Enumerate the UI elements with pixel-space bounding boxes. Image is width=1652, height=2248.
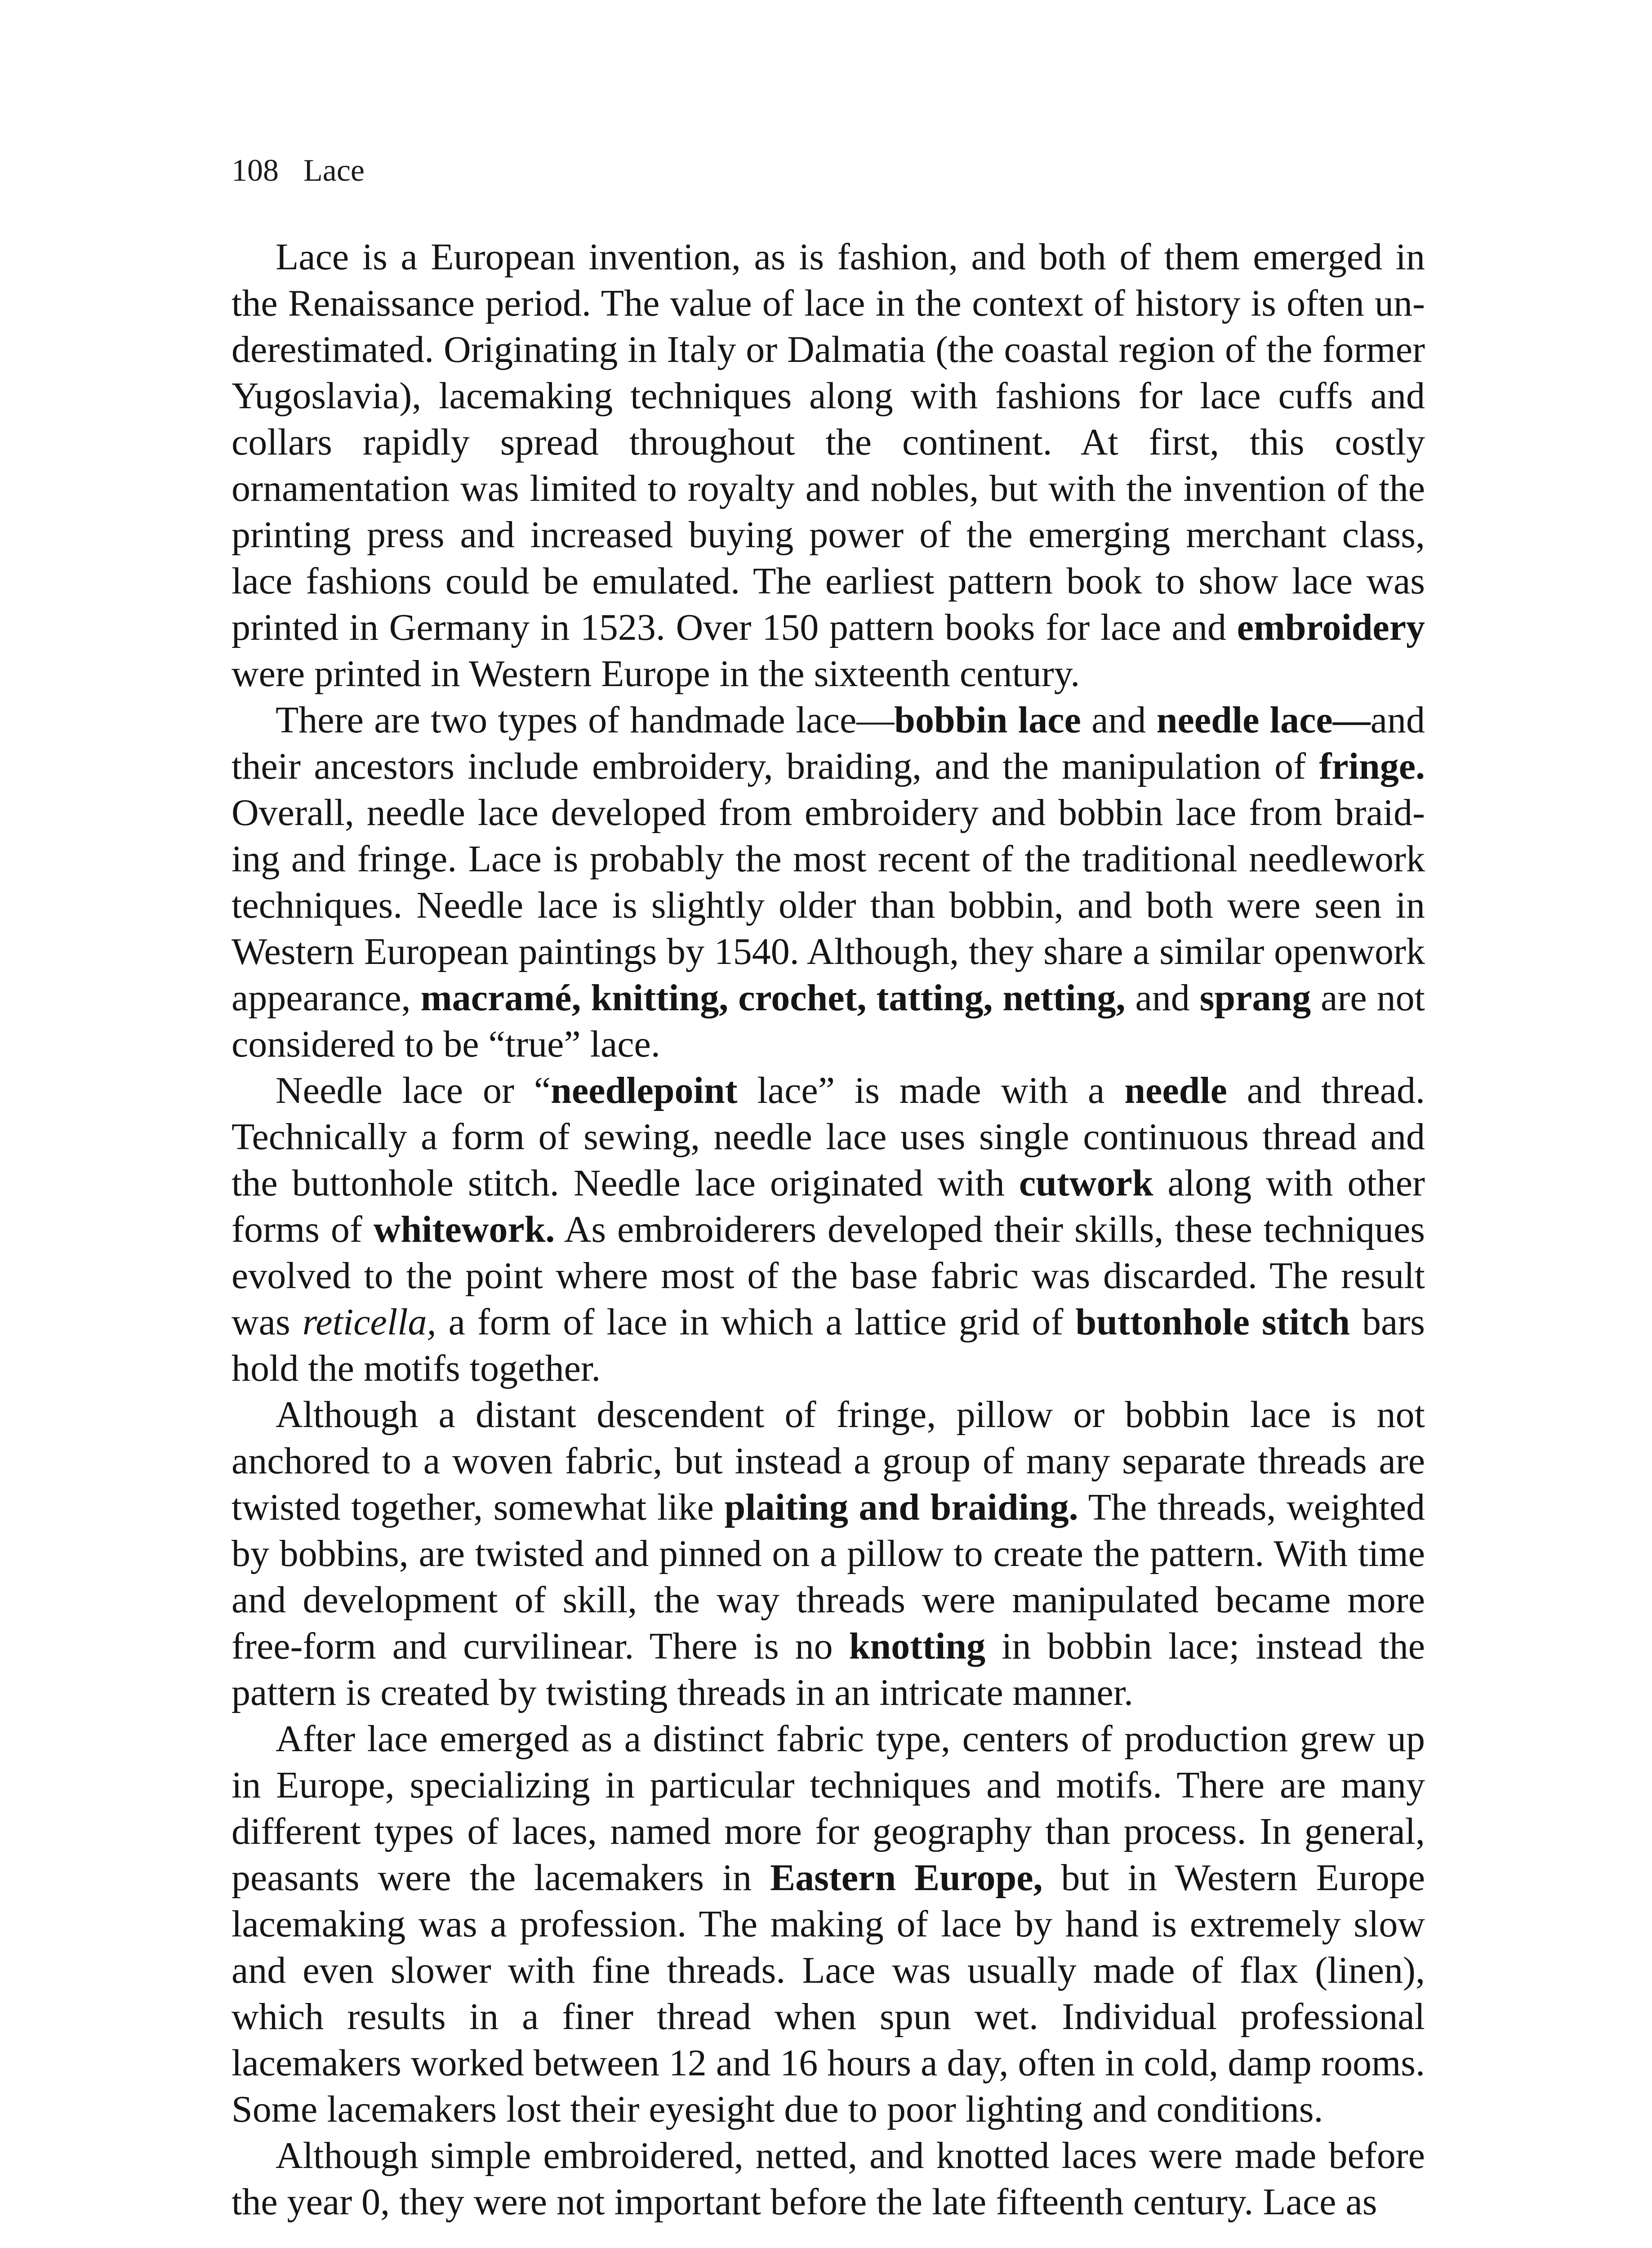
text-run: lace” is made with a <box>737 1070 1125 1111</box>
text-run: Although a distant descendent of fringe, pillow or bobbin lace is not anchored to a woven fabric, but instead a group of many separate threads are twisted together, somewhat like <box>232 1394 1425 1528</box>
bold-term: fringe. <box>1319 745 1425 787</box>
paragraph-5 <box>232 1716 1425 2132</box>
paragraph-3 <box>232 1067 1425 1392</box>
text-run: Needle lace or “ <box>276 1070 551 1111</box>
bold-term: sprang <box>1199 977 1311 1019</box>
text-run: bars hold the motifs together. <box>232 1301 1425 1389</box>
text-run: were printed in Western Europe in the sixteenth century. <box>232 653 1080 695</box>
paragraph-4 <box>232 1392 1425 1716</box>
paragraph-2 <box>232 697 1425 1067</box>
text-run: and <box>1081 699 1157 741</box>
paragraph-6 <box>232 2132 1425 2225</box>
italic-term: reticella, <box>302 1301 436 1343</box>
bold-term: needle <box>1124 1070 1227 1111</box>
page-number: 108 <box>232 153 279 188</box>
bold-term: whitework. <box>373 1209 555 1250</box>
bold-term: cutwork <box>1019 1162 1153 1204</box>
text-run: As embroiderers developed their skills, these techniques evolved to the point where most of the base fabric was discarded. The result was <box>232 1209 1425 1343</box>
text-run: in bobbin lace; instead the pattern is created by twisting threads in an intricate manner. <box>232 1625 1425 1713</box>
text-run: along with other forms of <box>232 1162 1425 1250</box>
text-run: and their ancestors include embroidery, braiding, and the manipulation of <box>232 699 1425 787</box>
text-run: Lace is a European invention, as is fashion, and both of them emerged in the Renaissance period. The value of lace in the context of history is often underestimated. Originating in Italy or Dalmatia (the coastal region of the former Yugoslavia), lacemaking techniques along with fashions for lace cuffs and collars rapidly spread throughout the continent. At first, this costly ornamentation was limited to royalty and nobles, but with the invention of the printing press and increased buying power of the emerging merchant class, lace fashions could be emulated. The earliest pattern book to show lace was printed in Germany in 1523. Over 150 pattern books for lace and <box>232 236 1425 648</box>
bold-term: embroidery <box>1237 607 1425 648</box>
text-run: Overall, needle lace developed from embroidery and bobbin lace from braiding and fringe. Lace is probably the most recent of the traditional needlework techniques. Needle lace is slightly older than bobbin, and both were seen in Western European paintings by 1540. Although, they share a similar openwork appearance, <box>232 792 1425 1019</box>
text-run: are not considered to be “true” lace. <box>232 977 1425 1065</box>
text-run: a form of lace in which a lattice grid of <box>436 1301 1076 1343</box>
bold-term: needlepoint <box>551 1070 738 1111</box>
text-run: but in Western Europe lacemaking was a profession. The making of lace by hand is extremely slow and even slower with fine threads. Lace was usually made of flax (linen), which results in a finer thread when spun wet. Individual professional lacemakers worked between 12 and 16 hours a day, often in cold, damp rooms. Some lacemakers lost their eyesight due to poor lighting and conditions. <box>232 1857 1425 2130</box>
text-run: and thread. Technically a form of sewing, needle lace uses single continuous thread and the buttonhole stitch. Needle lace originated with <box>232 1070 1425 1204</box>
paragraph-1 <box>232 234 1425 697</box>
text-run: There are two types of handmade lace— <box>276 699 895 741</box>
bold-term: buttonhole stitch <box>1075 1301 1350 1343</box>
text-run: and <box>1125 977 1200 1019</box>
bold-term: plaiting and braiding. <box>724 1486 1078 1528</box>
bold-term: bobbin lace <box>894 699 1081 741</box>
running-head <box>232 153 365 189</box>
text-run: After lace emerged as a distinct fabric type, centers of production grew up in Europe, specializing in particular techniques and motifs. There are many different types of laces, named more for geography than process. In general, peasants were the lacemakers in <box>232 1718 1425 1899</box>
bold-term: macramé, knitting, crochet, tatting, netting, <box>420 977 1126 1019</box>
bold-term: knotting <box>849 1625 986 1667</box>
running-title: Lace <box>303 153 365 188</box>
bold-term: Eastern Europe, <box>770 1857 1043 1899</box>
text-run: Although simple embroidered, netted, and knotted laces were made before the year 0, they were not important before the late fifteenth century. Lace as <box>232 2135 1425 2223</box>
bold-term: needle lace— <box>1156 699 1371 741</box>
text-run: The threads, weighted by bobbins, are twisted and pinned on a pillow to create the pattern. With time and development of skill, the way threads were manipulated became more free-form and curvilinear. There is no <box>232 1486 1425 1667</box>
body-text <box>232 234 1425 2225</box>
